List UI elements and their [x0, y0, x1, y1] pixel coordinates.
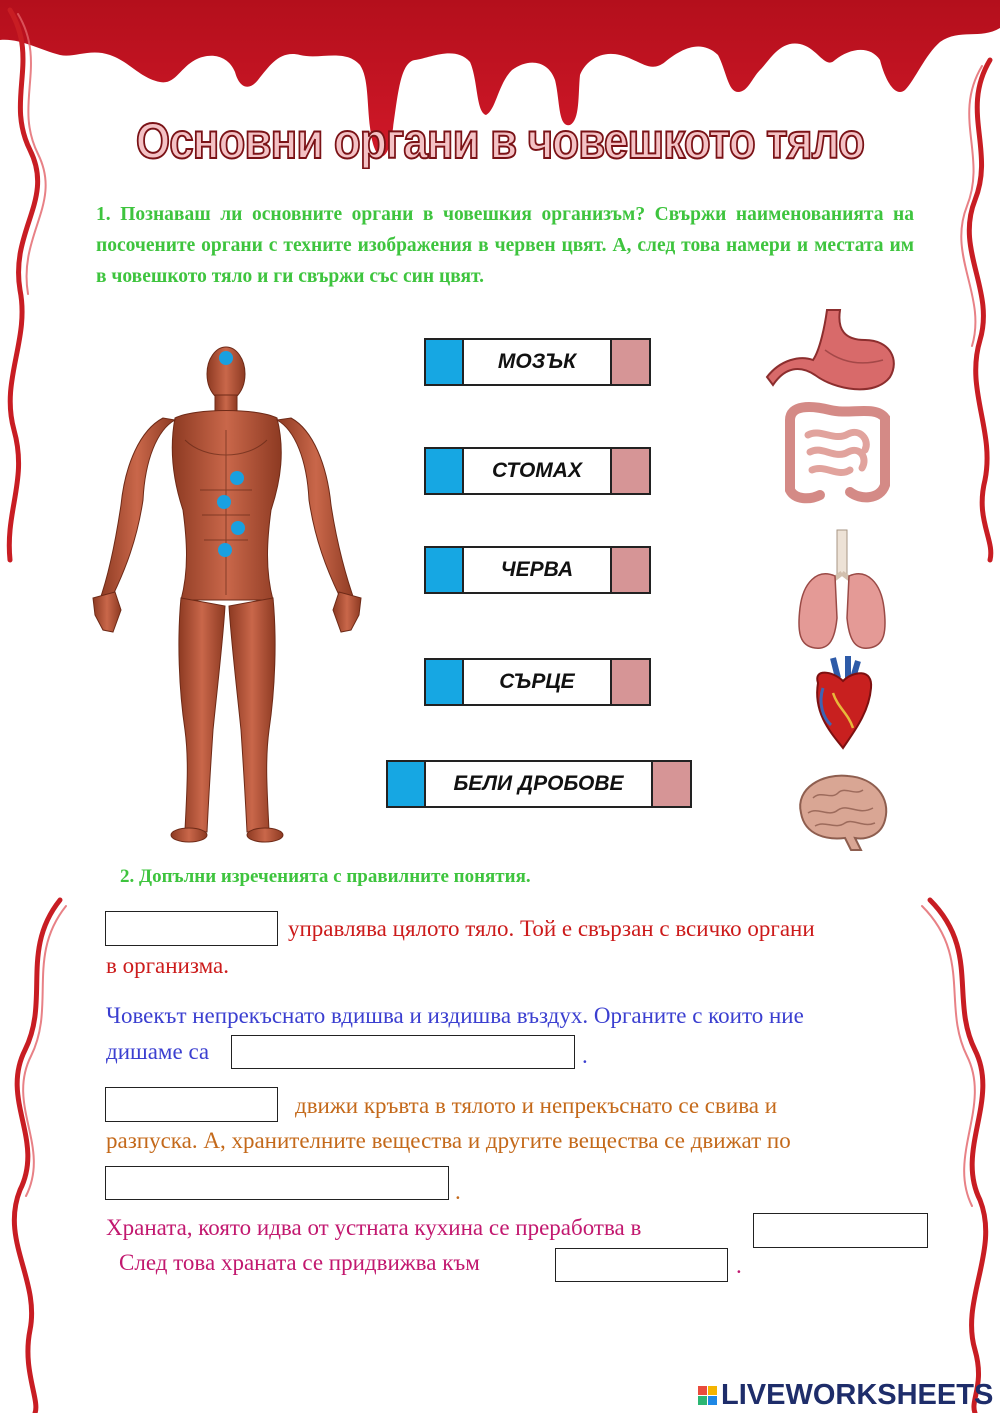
- answer-field-1[interactable]: [105, 911, 278, 946]
- sentence-3-end: .: [455, 1179, 461, 1204]
- organ-label: ЧЕРВА: [500, 558, 574, 581]
- question-1-text: 1. Познаваш ли основните органи в човешкия организъм? Свържи наименованията на посочените органи с техните изображения в червен цвят. А, след това намери и местата им в човешкото тяло и ги свържи със син цвят.: [96, 204, 914, 287]
- brain-marker: [219, 351, 233, 365]
- blue-connector[interactable]: [426, 548, 464, 592]
- organ-label: СТОМАХ: [492, 459, 582, 482]
- red-connector[interactable]: [610, 660, 649, 704]
- organ-box-brain[interactable]: [424, 338, 651, 386]
- red-connector[interactable]: [651, 762, 690, 806]
- sentence-2-end: .: [582, 1043, 588, 1068]
- heart-image[interactable]: [803, 653, 883, 753]
- organ-label: БЕЛИ ДРОБОВЕ: [453, 772, 624, 795]
- sentence-2-part2: дишаме са: [106, 1039, 210, 1064]
- sentence-4-part2: След това храната се придвижва към: [119, 1250, 480, 1275]
- blue-connector[interactable]: [426, 340, 464, 384]
- brain-image[interactable]: [793, 768, 893, 853]
- organ-box-intestines[interactable]: [424, 546, 651, 594]
- intestines-marker: [218, 543, 232, 557]
- red-connector[interactable]: [610, 449, 649, 493]
- organ-box-heart[interactable]: [424, 658, 651, 706]
- liveworksheets-logo: [698, 1379, 993, 1412]
- sentence-1-part1: управлява цялото тяло. Той е свързан с всичко органи: [288, 916, 815, 941]
- blue-connector[interactable]: [426, 449, 464, 493]
- question-2-text: 2. Допълни изреченията с правилните понятия.: [120, 866, 531, 887]
- lungs-image[interactable]: [795, 528, 890, 653]
- heart-marker: [230, 471, 244, 485]
- answer-field-4[interactable]: [105, 1166, 449, 1200]
- sentence-4-part1: Храната, която идва от устната кухина се преработва в: [106, 1215, 642, 1240]
- liveworksheets-logo-icon: [698, 1386, 717, 1405]
- human-body-image: [85, 340, 380, 845]
- intestines-image[interactable]: [780, 400, 895, 505]
- organ-label: МОЗЪК: [497, 350, 577, 373]
- blue-connector[interactable]: [426, 660, 464, 704]
- answer-field-2[interactable]: [231, 1035, 575, 1069]
- ribbon-right-top: [969, 60, 991, 560]
- answer-field-6[interactable]: [555, 1248, 728, 1282]
- logo-text: LIVEWORKSHEETS: [721, 1379, 994, 1411]
- red-connector[interactable]: [610, 548, 649, 592]
- page-title: Основни органи в човешкото тяло: [135, 113, 865, 169]
- ribbon-left-top: [9, 10, 37, 560]
- sentence-2-part1: Човекът непрекъснато вдишва и издишва въздух. Органите с които ние: [106, 1003, 804, 1028]
- blue-connector[interactable]: [388, 762, 426, 806]
- sentence-1-part2: в организма.: [106, 953, 229, 978]
- stomach-marker: [231, 521, 245, 535]
- organ-box-stomach[interactable]: [424, 447, 651, 495]
- organ-label: СЪРЦЕ: [499, 670, 575, 693]
- answer-field-3[interactable]: [105, 1087, 278, 1122]
- sentence-3-part2: разпуска. А, хранителните вещества и другите вещества се движат по: [106, 1128, 791, 1153]
- red-connector[interactable]: [610, 340, 649, 384]
- organ-box-lungs[interactable]: [386, 760, 692, 808]
- lungs-marker: [217, 495, 231, 509]
- answer-field-5[interactable]: [753, 1213, 928, 1248]
- ribbon-left-bottom: [14, 900, 60, 1413]
- stomach-image[interactable]: [765, 305, 905, 395]
- sentence-4-end: .: [736, 1253, 742, 1278]
- sentence-3-part1: движи кръвта в тялото и непрекъснато се свива и: [295, 1093, 778, 1118]
- ribbon-right-bottom: [930, 900, 986, 1413]
